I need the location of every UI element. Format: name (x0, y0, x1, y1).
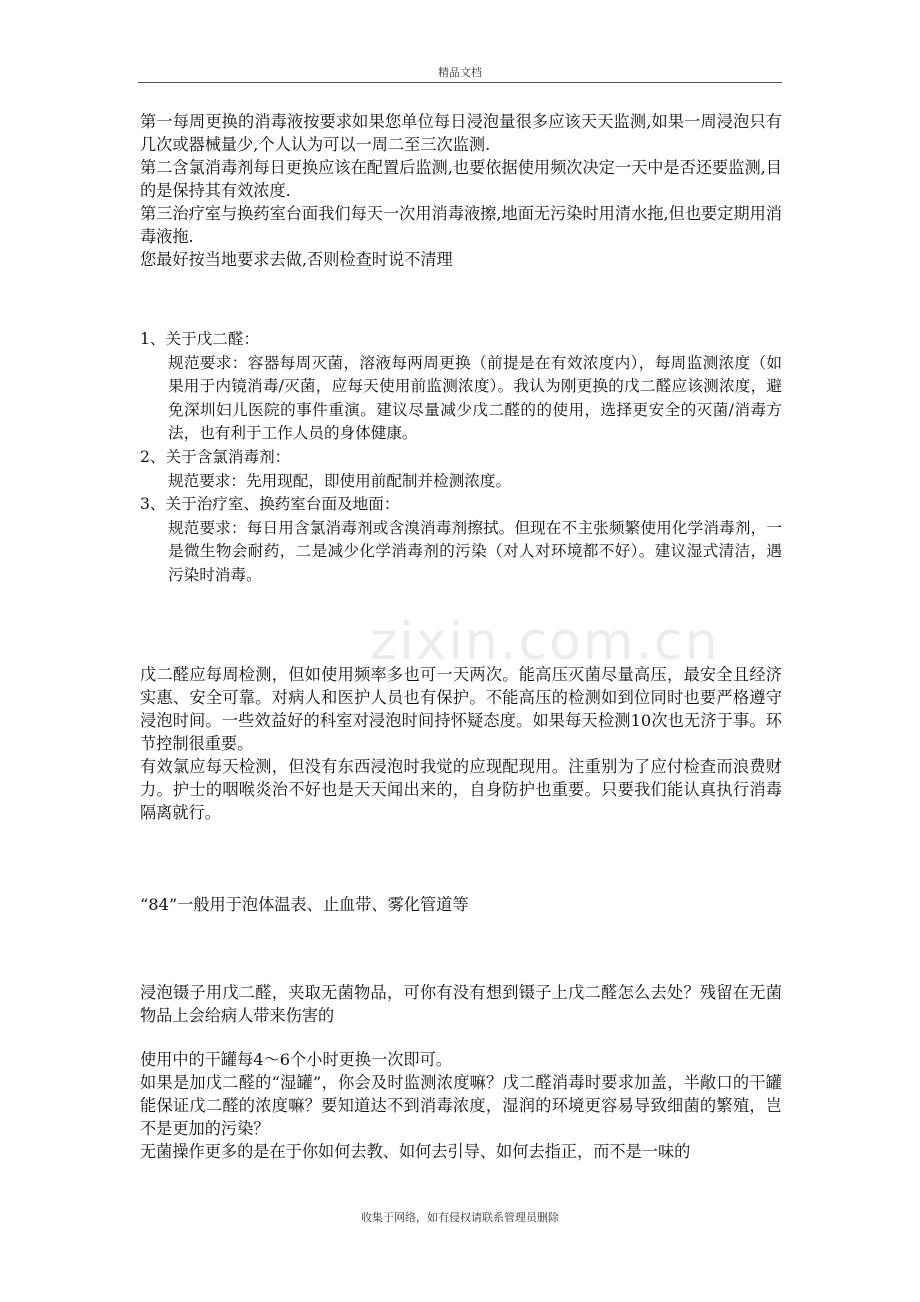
paragraph-line-1: 使用中的干罐每4～6个小时更换一次即可。 (140, 1050, 452, 1069)
list-item-body: 规范要求：先用现配，即使用前配制并检测浓度。 (168, 471, 512, 490)
glutaraldehyde-paragraph (140, 663, 782, 824)
header-divider (138, 82, 782, 83)
list-item-title: 2、关于含氯消毒剂： (140, 447, 291, 466)
paragraph-line-1: 戊二醛应每周检测，但如使用频率多也可一天两次。能高压灭菌尽量高压，最安全且经济实惠、安全可靠。对病人和医护人员也有保护。不能高压的检测如到位同时也要严格遵守浸泡时间。一些效益好的科室对浸泡时间持怀疑态度。如果每天检测10次也无济于事。环节控制很重要。 (140, 665, 782, 753)
numbered-list (140, 328, 782, 588)
intro-line-2: 第二含氯消毒剂每日更换应该在配置后监测,也要依据使用频次决定一天中是否还要监测,目的是保持其有效浓度. (140, 158, 782, 200)
intro-line-1: 第一每周更换的消毒液按要求如果您单位每日浸泡量很多应该天天监测,如果一周浸泡只有几次或器械量少,个人认为可以一周二至三次监测. (140, 112, 782, 154)
list-item (140, 493, 782, 587)
page-footer: 收集于网络，如有侵权请联系管理员删除 (361, 1211, 559, 1224)
intro-line-4: 您最好按当地要求去做,否则检查时说不清理 (140, 250, 453, 269)
paragraph-line-2: 如果是加戊二醛的“湿罐”，你会及时监测浓度嘛？戊二醛消毒时要求加盖，半敞口的干罐能保证戊二醛的浓度嘛？要知道达不到消毒浓度，湿润的环境更容易导致细菌的繁殖，岂不是更加的污染？ (140, 1073, 782, 1138)
paragraph-line: “84”一般用于泡体温表、止血带、雾化管道等 (140, 895, 469, 914)
list-item-title: 3、关于治疗室、换药室台面及地面： (140, 495, 400, 514)
intro-line-3: 第三治疗室与换药室台面我们每天一次用消毒液擦,地面无污染时用清水拖,但也要定期用消毒液拖. (140, 204, 782, 246)
watermark: zixin.com.cn (370, 612, 720, 672)
page-header: 精品文档 (438, 66, 482, 79)
paragraph-line-2: 有效氯应每天检测，但没有东西浸泡时我觉的应现配现用。注重别为了应付检查而浪费财力。护士的咽喉炎治不好也是天天闻出来的，自身防护也重要。只要我们能认真执行消毒隔离就行。 (140, 757, 782, 822)
tweezers-paragraph (140, 981, 782, 1027)
list-item-title: 1、关于戊二醛： (140, 330, 260, 348)
list-item-body: 规范要求：每日用含氯消毒剂或含溴消毒剂擦拭。但现在不主张频繁使用化学消毒剂，一是微生物会耐药，二是减少化学消毒剂的污染（对人对环境都不好）。建议湿式清洁，遇污染时消毒。 (168, 518, 782, 584)
note-84-paragraph (140, 893, 782, 916)
list-item (140, 446, 782, 493)
paragraph-line-3: 无菌操作更多的是在于你如何去教、如何去引导、如何去指正，而不是一味的 (140, 1142, 691, 1161)
paragraph-line: 浸泡镊子用戊二醛，夹取无菌物品，可你有没有想到镊子上戊二醛怎么去处？残留在无菌物品上会给病人带来伤害的 (140, 983, 782, 1025)
intro-paragraph (140, 110, 782, 271)
list-item-body: 规范要求：容器每周灭菌，溶液每两周更换（前提是在有效浓度内），每周监测浓度（如果用于内镜消毒/灭菌，应每天使用前监测浓度）。我认为刚更换的戊二醛应该测浓度，避免深圳妇儿医院的事件重演。建议尽量减少戊二醛的的使用，选择更安全的灭菌/消毒方法，也有利于工作人员的身体健康。 (168, 353, 782, 443)
list-item (140, 328, 782, 446)
dry-jar-paragraph (140, 1048, 782, 1163)
